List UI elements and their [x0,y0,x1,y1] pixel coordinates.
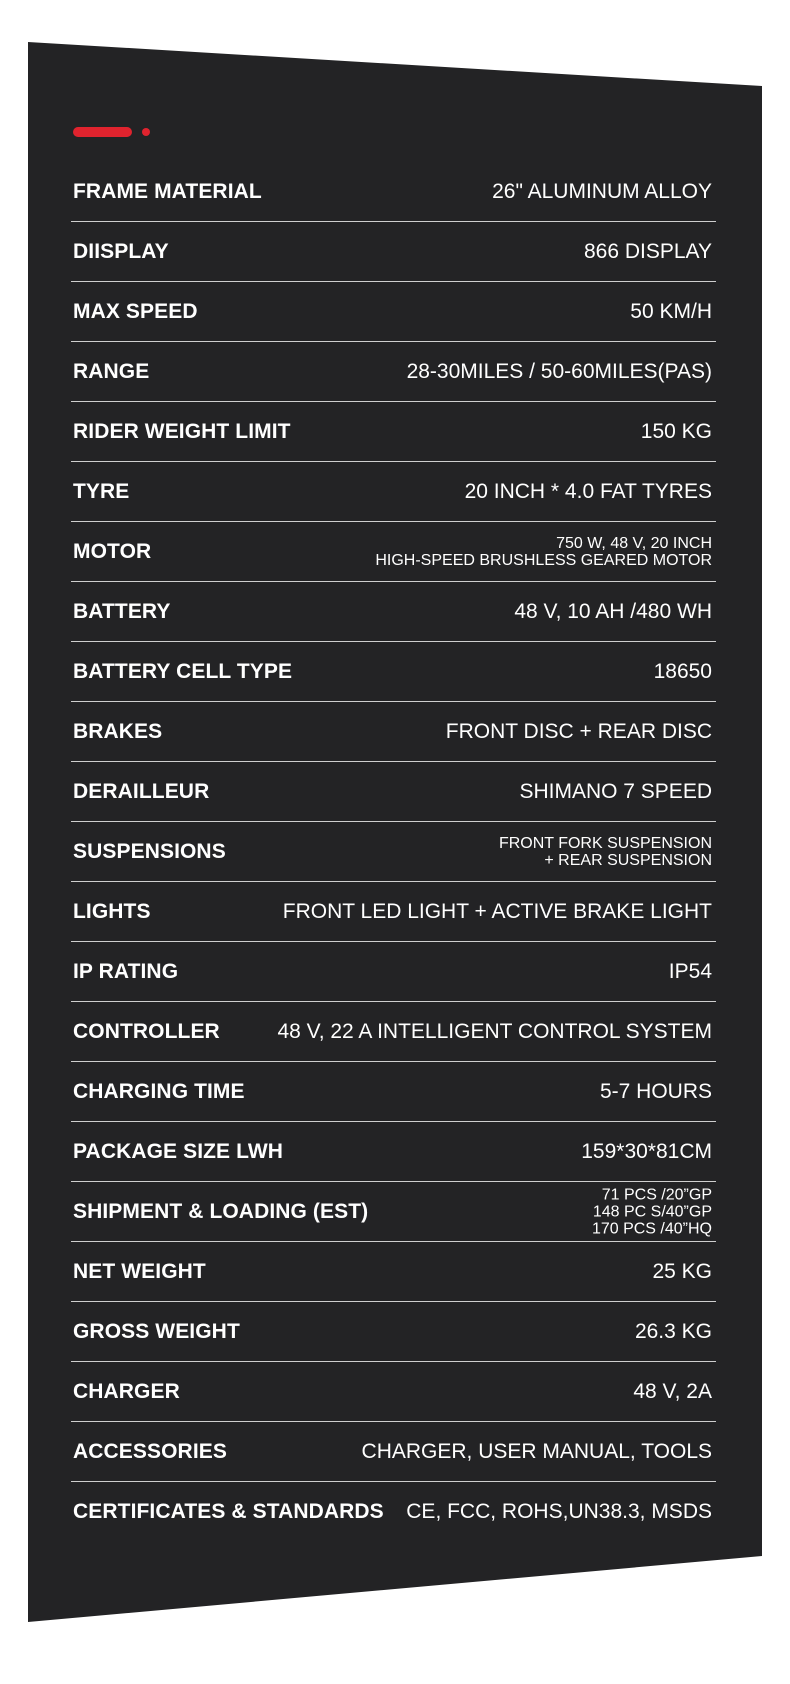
spec-label: BATTERY [73,599,171,623]
spec-value-line: 48 V, 10 AH /480 WH [514,599,712,623]
spec-value [581,1140,712,1164]
spec-value-line: + REAR SUSPENSION [544,851,712,869]
spec-value-line: 18650 [653,659,712,683]
spec-value-line: 26.3 KG [634,1319,712,1343]
spec-value [635,1320,712,1344]
spec-row [71,342,716,402]
spec-row [71,1302,716,1362]
spec-value [669,960,712,984]
spec-value-line: 25 KG [652,1259,712,1283]
spec-label: GROSS WEIGHT [73,1319,240,1343]
spec-label: LIGHTS [73,899,151,923]
spec-label: SUSPENSIONS [73,839,226,863]
spec-label: NET WEIGHT [73,1259,206,1283]
spec-value-line: FRONT FORK SUSPENSION [498,834,712,852]
spec-value [584,240,712,264]
spec-label: CERTIFICATES & STANDARDS [73,1499,384,1523]
spec-row [71,762,716,822]
spec-row [71,1062,716,1122]
spec-value [600,1080,712,1104]
spec-row [71,822,716,882]
spec-value [652,1260,712,1284]
spec-value [283,900,712,924]
spec-label: MAX SPEED [73,299,198,323]
spec-value [375,535,712,569]
spec-value-line: 159*30*81CM [581,1139,712,1163]
spec-label: CHARGER [73,1379,180,1403]
spec-row [71,1122,716,1182]
spec-value [519,780,712,804]
spec-value [446,720,712,744]
spec-value-line: 5-7 HOURS [599,1079,712,1103]
spec-row [71,522,716,582]
spec-label: TYRE [73,479,130,503]
spec-value-line: SHIMANO 7 SPEED [519,779,712,803]
spec-value [277,1020,712,1044]
spec-label: CONTROLLER [73,1019,220,1043]
spec-row [71,162,716,222]
spec-value-line: 150 KG [640,419,712,443]
spec-value-line: 71 PCS /20”GP [601,1186,712,1203]
spec-row [71,1002,716,1062]
spec-value [499,835,712,869]
spec-label: BRAKES [73,719,163,743]
spec-row [71,942,716,1002]
spec-value-line: 48 V, 22 A INTELLIGENT CONTROL SYSTEM [277,1019,712,1043]
spec-value-line: 50 KM/H [630,299,712,323]
spec-row [71,462,716,522]
spec-label: FRAME MATERIAL [73,179,262,203]
spec-value [633,1380,712,1404]
spec-row [71,1422,716,1482]
spec-row [71,222,716,282]
spec-value-line: FRONT DISC + REAR DISC [445,719,712,743]
spec-label: ACCESSORIES [73,1439,227,1463]
spec-table [71,162,716,1541]
spec-value-line: 48 V, 2A [633,1379,712,1403]
spec-label: SHIPMENT & LOADING (EST) [73,1199,369,1223]
spec-row [71,1362,716,1422]
spec-value-line: IP54 [668,959,712,983]
spec-value-line: 148 PC S/40”GP [592,1203,712,1220]
spec-value [641,420,712,444]
spec-value-line: 750 W, 48 V, 20 INCH [556,534,712,552]
spec-label: CHARGING TIME [73,1079,245,1103]
spec-value [654,660,712,684]
spec-value-line: 170 PCS /40”HQ [591,1220,712,1237]
spec-label: BATTERY CELL TYPE [73,659,293,683]
spec-value [362,1440,712,1464]
spec-row [71,702,716,762]
spec-row [71,882,716,942]
spec-value-line: 20 INCH * 4.0 FAT TYRES [464,479,712,503]
spec-value [492,180,712,204]
spec-value [592,1186,712,1237]
spec-label: PACKAGE SIZE LWH [73,1139,284,1163]
spec-label: MOTOR [73,539,152,563]
spec-value-line: FRONT LED LIGHT + ACTIVE BRAKE LIGHT [282,899,712,923]
spec-label: DIISPLAY [73,239,169,263]
spec-row [71,282,716,342]
spec-value-line: 28-30MILES / 50-60MILES(PAS) [406,359,712,383]
spec-row [71,1242,716,1302]
spec-value-line: HIGH-SPEED BRUSHLESS GEARED MOTOR [375,551,712,569]
spec-value-line: CHARGER, USER MANUAL, TOOLS [361,1439,712,1463]
spec-value-line: 26" ALUMINUM ALLOY [492,179,712,203]
spec-value [514,600,712,624]
spec-row [71,1182,716,1242]
spec-value [465,480,712,504]
spec-label: RIDER WEIGHT LIMIT [73,419,291,443]
spec-row [71,1482,716,1541]
spec-label: IP RATING [73,959,179,983]
spec-label: DERAILLEUR [73,779,210,803]
accent-dot [142,128,150,136]
spec-value-line: CE, FCC, ROHS,UN38.3, MSDS [406,1499,712,1523]
accent-bar [73,127,132,137]
spec-value-line: 866 DISPLAY [583,239,712,263]
spec-row [71,642,716,702]
spec-value [630,300,712,324]
spec-row [71,582,716,642]
spec-label: RANGE [73,359,150,383]
spec-row [71,402,716,462]
spec-value [406,1500,712,1524]
spec-value [407,360,712,384]
